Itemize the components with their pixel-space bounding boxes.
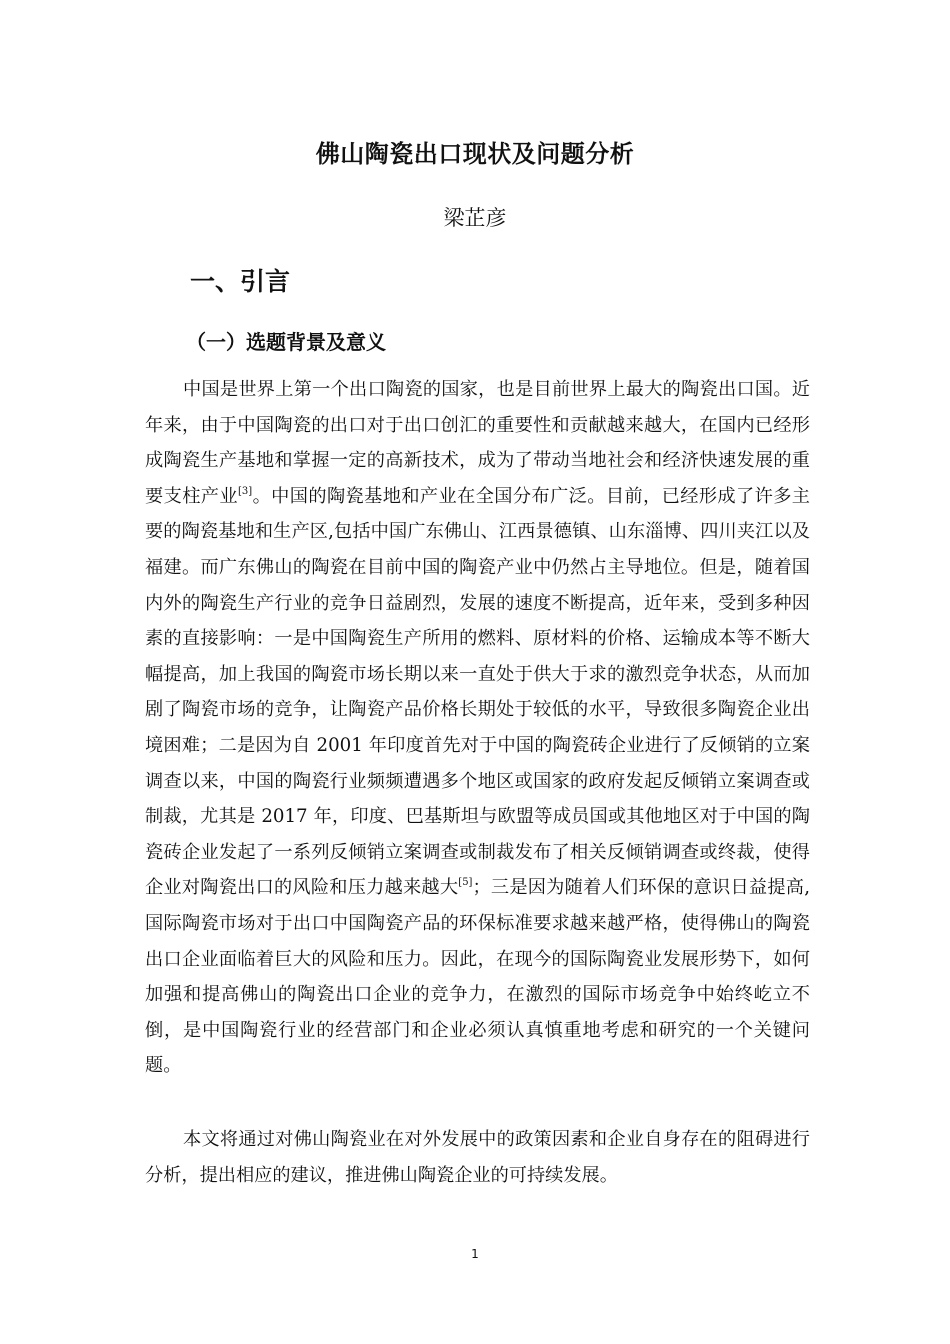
subsection-heading: （一）选题背景及意义	[186, 330, 386, 354]
author-name: 梁芷彦	[443, 206, 507, 230]
paper-title: 佛山陶瓷出口现状及问题分析	[315, 140, 635, 168]
page-number: 1	[471, 1247, 479, 1261]
paragraph-text: 中国是世界上第一个出口陶瓷的国家，也是目前世界上最大的陶瓷出口国。近年来，由于中国陶瓷的出口对于出口创汇的重要性和贡献越来越大，在国内已经形成陶瓷生产基地和掌握一定的高新技术，成为了带动当地社会和经济快速发展的重要支柱产业	[145, 379, 810, 507]
paragraph-text: ；三是因为随着人们环保的意识日益提高,国际陶瓷市场对于出口中国陶瓷产品的环保标准要求越来越严格，使得佛山的陶瓷出口企业面临着巨大的风险和压力。因此，在现今的国际陶瓷业发展形势下，如何加强和提高佛山的陶瓷出口企业的竞争力，在激烈的国际市场竞争中始终屹立不倒，是中国陶瓷行业的经营部门和企业必须认真慎重地考虑和研究的一个关键问题。	[145, 877, 810, 1077]
citation-ref: [3]	[237, 485, 253, 497]
paragraph-text: 。中国的陶瓷基地和产业在全国分布广泛。目前，已经形成了许多主要的陶瓷基地和生产区,包括中国广东佛山、江西景德镇、山东淄博、四川夹江以及福建。而广东佛山的陶瓷在目前中国的陶瓷产业中仍然占主导地位。但是，随着国内外的陶瓷生产行业的竞争日益剧烈，发展的速度不断提高，近年来，受到多种因素的直接影响：一是中国陶瓷生产所用的燃料、原材料的价格、运输成本等不断大幅提高，加上我国的陶瓷市场长期以来一直处于供大于求的激烈竞争状态，从而加剧了陶瓷市场的竞争，让陶瓷产品价格长期处于较低的水平，导致很多陶瓷企业出境困难；二是因为自 2001 年印度首先对于中国的陶瓷砖企业进行了反倾销的立案调查以来，中国的陶瓷行业频频遭遇多个地区或国家的政府发起反倾销立案调查或制裁，尤其是 2017 年，印度、巴基斯坦与欧盟等成员国或其他地区对于中国的陶瓷砖企业发起了一系列反倾销立案调查或制裁发布了相关反倾销调查或终裁，使得企业对陶瓷出口的风险和压力越来越大	[145, 485, 810, 899]
citation-ref: [5]	[458, 877, 473, 889]
section-heading: 一、引言	[190, 267, 291, 296]
body-paragraph-1	[145, 372, 810, 1084]
body-paragraph-2: 本文将通过对佛山陶瓷业在对外发展中的政策因素和企业自身存在的阻碍进行分析，提出相应的建议，推进佛山陶瓷企业的可持续发展。	[145, 1129, 810, 1186]
